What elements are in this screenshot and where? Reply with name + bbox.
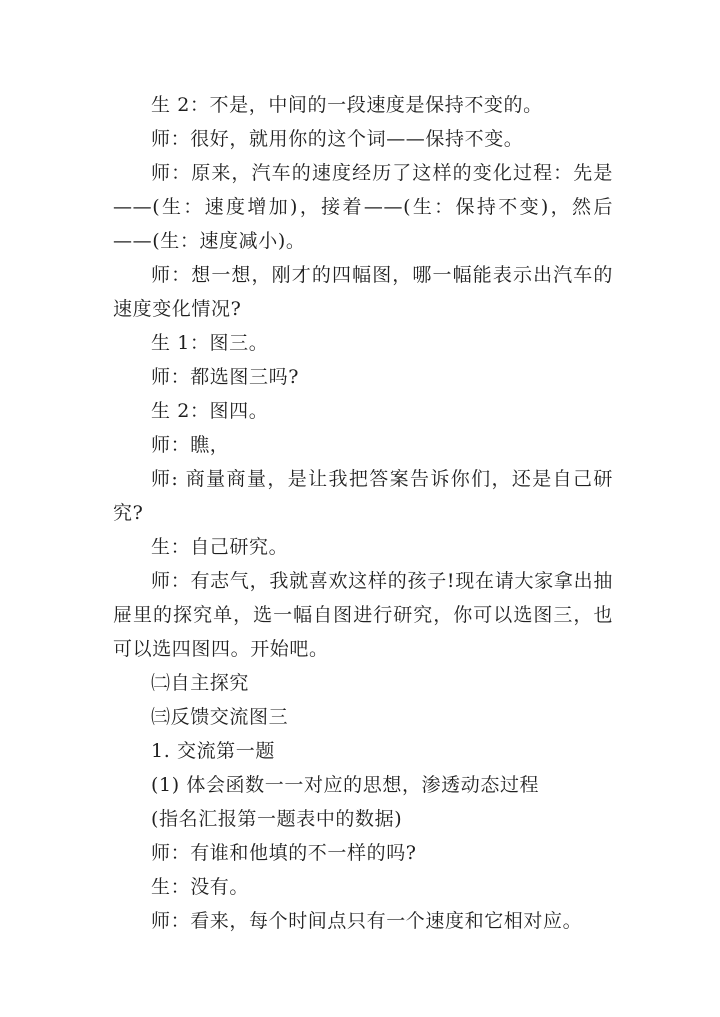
- paragraph: 师: 商量商量，是让我把答案告诉你们，还是自己研究?: [113, 468, 613, 524]
- paragraph: (指名汇报第一题表中的数据): [151, 808, 403, 830]
- paragraph: 师：很好，就用你的这个词——保持不变。: [151, 128, 524, 150]
- section-heading: ㈢反馈交流图三: [151, 706, 289, 728]
- paragraph: 生 1：图三。: [151, 332, 269, 354]
- paragraph: 生：没有。: [151, 876, 250, 898]
- paragraph: 生 2：不是，中间的一段速度是保持不变的。: [151, 94, 543, 116]
- paragraph: 生 2：图四。: [151, 400, 269, 422]
- paragraph: 生：自己研究。: [151, 536, 289, 558]
- paragraph: 师：原来，汽车的速度经历了这样的变化过程：先是——(生：速度增加)，接着——(生：保持不变)，然后——(生：速度减小)。: [113, 162, 613, 252]
- paragraph: (1) 体会函数一一对应的思想，渗透动态过程: [151, 774, 540, 796]
- paragraph: 师：瞧，: [151, 434, 230, 456]
- paragraph: 师：看来，每个时间点只有一个速度和它相对应。: [151, 910, 583, 932]
- document-body: [113, 88, 613, 938]
- section-heading: ㈡自主探究: [151, 672, 250, 694]
- paragraph: 师：有谁和他填的不一样的吗?: [151, 842, 417, 864]
- paragraph: 师：想一想，刚才的四幅图，哪一幅能表示出汽车的速度变化情况?: [113, 264, 613, 320]
- paragraph: 师：都选图三吗?: [151, 366, 299, 388]
- subsection-heading: 1. 交流第一题: [151, 740, 275, 762]
- paragraph: 师：有志气，我就喜欢这样的孩子!现在请大家拿出抽屉里的探究单，选一幅自图进行研究，你可以选图三，也可以选四图四。开始吧。: [113, 570, 613, 660]
